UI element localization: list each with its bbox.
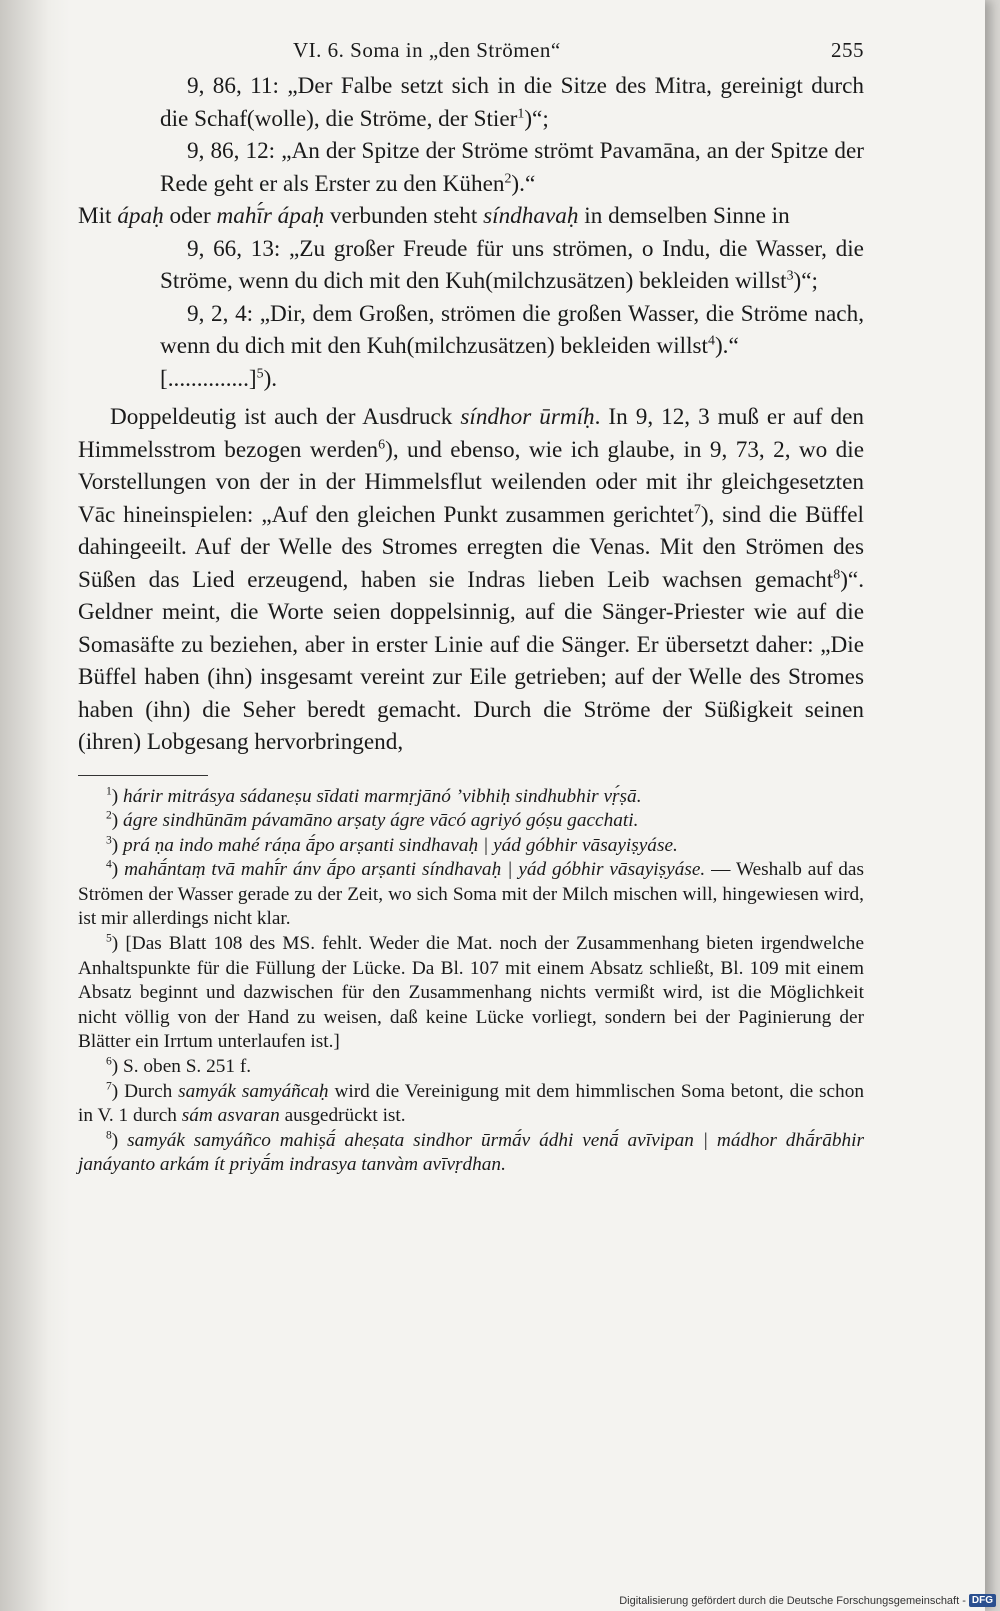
verse-translation: „Zu großer Freude für uns strömen, o Indu, die Wasser, die Ströme, wenn du dich mit den Kuh(milchzusätzen) bekleiden willst bbox=[160, 235, 864, 294]
footnote-text: samyák samyáñco mahiṣā́ aheṣata sindhor ūrmā́v ádhi venā́ avīvipan | mádhor dhā́rābhir janáyanto arkám ít priyā́m indrasya tanvàm avīvṛdhan. bbox=[78, 1129, 864, 1176]
lacuna-dots: [..............] bbox=[160, 365, 257, 392]
sanskrit-term: samyák samyáñcaḥ bbox=[178, 1080, 329, 1102]
text: Doppeldeutig ist auch der Ausdruck bbox=[110, 404, 461, 430]
text: Mit bbox=[78, 203, 118, 229]
text: Durch bbox=[124, 1080, 179, 1102]
page-gutter-shadow bbox=[0, 0, 70, 1611]
footnote-8: $^8$) samyák samyáñco mahiṣā́ aheṣata sindhor ūrmā́v ádhi venā́ avīvipan | mádhor dhā́rābhir janáyanto arkám ít priyā́m indrasya tanvàm avīvṛdhan. bbox=[78, 1128, 864, 1176]
quote-9-86-11 bbox=[78, 70, 864, 135]
footnote-ref[interactable]: 3 bbox=[786, 268, 794, 284]
verse-ref: 9, 2, 4: bbox=[187, 300, 254, 327]
footnote-text: mahā́ntaṃ tvā mahī́r ánv ā́po arṣanti síndhavaḥ | yád góbhir vāsayiṣyáse. bbox=[124, 859, 706, 881]
sanskrit-term: síndhavaḥ bbox=[483, 203, 579, 229]
footnote-mark: 8 bbox=[106, 1128, 112, 1142]
footnotes bbox=[78, 785, 864, 1179]
punct: ).“ bbox=[714, 333, 739, 359]
footnote-rule bbox=[78, 775, 208, 776]
footnote-mark: 4 bbox=[106, 857, 112, 871]
text: verbunden steht bbox=[324, 203, 484, 229]
footnote-2: $^2$) ágre sindhūnām pávamāno arṣaty ágre vācó agriyó góṣu gacchati. bbox=[106, 808, 639, 832]
sanskrit-term: sám asvaran bbox=[181, 1105, 280, 1127]
footnote-text: [Das Blatt 108 des MS. fehlt. Weder die Mat. noch der Zusammenhang bieten irgendwelche Anhaltspunkte für die Füllung der Lücke. Da Bl. 107 mit einem Absatz schließt, Bl. 109 mit einem Absatz beginnt und dazwischen für den Zusammenhang nichts vermißt wird, ist die Möglichkeit nicht völlig von der Hand zu weisen, daß keine Lücke vorliegt, sondern bei der Paginierung der Blätter ein Irrtum unterlaufen ist.] bbox=[78, 933, 864, 1053]
running-header bbox=[293, 30, 864, 70]
footnote-ref[interactable]: 7 bbox=[693, 501, 701, 517]
footnote-mark: 5 bbox=[106, 931, 112, 945]
footnote-text: S. oben S. 251 f. bbox=[123, 1056, 252, 1078]
digitization-credit bbox=[619, 1594, 996, 1607]
main-text bbox=[78, 70, 864, 759]
page-number: 255 bbox=[831, 38, 864, 62]
footnote-ref[interactable]: 4 bbox=[708, 333, 715, 349]
sanskrit-term: ápaḥ bbox=[117, 203, 164, 229]
quote-9-86-12 bbox=[78, 135, 864, 200]
footnote-comment: — Weshalb auf das Strömen der Wasser gerade zu der Zeit, wo sich Soma mit der Milch mischen will, hingewiesen wird, ist mir allerdings nicht klar. bbox=[78, 859, 864, 930]
footnote-7: $^7$) Durch samyák samyáñcaḥ wird die Vereinigung mit dem himmlischen Soma betont, die schon in V. 1 durch sám asvaran ausgedrückt ist. bbox=[78, 1079, 864, 1127]
punct: ). bbox=[263, 365, 278, 392]
footnote-mark: 3 bbox=[106, 833, 112, 847]
footnote-text: hárir mitrásya sádaneṣu sīdati marmṛjānó ’vibhiḥ sindhubhir vṛ́ṣā. bbox=[123, 785, 642, 807]
footnote-3: $^3$) prá ṇa indo mahé ráṇa ā́po arṣanti sindhavaḥ | yád góbhir vāsayiṣyáse. bbox=[106, 833, 678, 856]
credit-text: Digitalisierung gefördert durch die Deutsche Forschungsgemeinschaft - bbox=[619, 1594, 966, 1607]
punct: )“; bbox=[793, 268, 818, 294]
footnote-4: $^4$) mahā́ntaṃ tvā mahī́r ánv ā́po arṣanti síndhavaḥ | yád góbhir vāsayiṣyáse. — Weshalb auf das Strömen der Wasser gerade zu der Zeit, wo sich Soma mit der Milch mischen will, hingewiesen wird, ist mir allerdings nicht klar. bbox=[78, 857, 864, 930]
footnote-text: ágre sindhūnām pávamāno arṣaty ágre vācó agriyó góṣu gacchati. bbox=[123, 810, 639, 832]
running-title: VI. 6. Soma in „den Strömen“ bbox=[293, 38, 561, 62]
footnote-ref[interactable]: 1 bbox=[517, 105, 525, 121]
punct: ).“ bbox=[511, 170, 536, 197]
text: )“. Geldner meint, die Worte seien doppelsinnig, auf die Sänger-Priester wie auf die Somasäfte zu beziehen, aber in erster Linie auf die Sänger. Er übersetzt daher: „Die Büffel haben (ihn) insgesamt vereint zur Eile getrieben; auf der Welle des Stromes haben (ihn) die Seher beredt gemacht. Durch die Ströme der Süßigkeit seinen (ihren) Lobgesang hervorbringend, bbox=[78, 566, 864, 755]
footnote-ref[interactable]: 8 bbox=[833, 566, 841, 582]
footnote-mark: 2 bbox=[106, 808, 112, 822]
footnote-ref[interactable]: 5 bbox=[256, 365, 264, 381]
paragraph-apah bbox=[78, 200, 864, 233]
verse-translation: „Dir, dem Großen, strömen die großen Wasser, die Ströme nach, wenn du dich mit den Kuh(milchzusätzen) bekleiden willst bbox=[160, 300, 864, 359]
verse-ref: 9, 86, 11: bbox=[187, 73, 279, 99]
quote-9-66-13 bbox=[78, 233, 864, 298]
footnote-ref[interactable]: 6 bbox=[378, 436, 386, 452]
footnote-mark: 6 bbox=[106, 1054, 112, 1068]
text: . In 9, 12, 3 muß er auf den Himmelsstrom bezogen werden bbox=[78, 404, 864, 463]
punct: )“; bbox=[524, 105, 549, 132]
sanskrit-term: síndhor ūrmíḥ bbox=[460, 404, 595, 430]
footnote-5: $^5$) [Das Blatt 108 des MS. fehlt. Weder die Mat. noch der Zusammenhang bieten irgendwelche Anhaltspunkte für die Füllung der Lücke. Da Bl. 107 mit einem Absatz schließt, Bl. 109 mit einem Absatz beginnt und dazwischen für den Zusammenhang nichts vermißt wird, ist die Möglichkeit nicht völlig von der Hand zu weisen, daß keine Lücke vorliegt, sondern bei der Paginierung der Blätter ein Irrtum unterlaufen ist.] bbox=[78, 931, 864, 1053]
verse-ref: 9, 66, 13: bbox=[187, 235, 281, 262]
footnote-ref[interactable]: 2 bbox=[504, 170, 512, 186]
dfg-logo-icon[interactable]: DFG bbox=[969, 1594, 996, 1607]
text: wird die Vereinigung mit dem himmlischen Soma betont, die schon in V. 1 durch bbox=[78, 1080, 864, 1127]
footnote-mark: 1 bbox=[106, 784, 112, 798]
footnote-1: $^1$) hárir mitrásya sádaneṣu sīdati marmṛjānó ’vibhiḥ sindhubhir vṛ́ṣā. bbox=[106, 784, 642, 807]
sanskrit-term: mahī́r ápaḥ bbox=[216, 203, 325, 229]
verse-translation: „Der Falbe setzt sich in die Sitze des Mitra, gereinigt durch die Schaf(wolle), die Ströme, der Stier bbox=[160, 73, 864, 132]
footnote-6: $^6$) S. oben S. 251 f. bbox=[106, 1054, 252, 1078]
lacuna-marker bbox=[78, 363, 864, 396]
text: ), und ebenso, wie ich glaube, in 9, 73, 2, wo die Vorstellungen von der in der Himmelsflut weilenden oder mit ihr gleichgesetzten Vāc hineinspielen: „Auf den gleichen Punkt zusammen gerichtet bbox=[78, 436, 864, 528]
quote-9-2-4 bbox=[78, 298, 864, 363]
verse-translation: „An der Spitze der Ströme strömt Pavamāna, an der Spitze der Rede geht er als Erster zu den Kühen bbox=[160, 138, 864, 197]
text: in demselben Sinne in bbox=[578, 203, 790, 229]
page-content bbox=[78, 30, 864, 1178]
text: oder bbox=[163, 203, 217, 229]
text: ausgedrückt ist. bbox=[279, 1105, 406, 1127]
footnote-separator bbox=[78, 767, 864, 785]
footnote-text: prá ṇa indo mahé ráṇa ā́po arṣanti sindhavaḥ | yád góbhir vāsayiṣyáse. bbox=[123, 834, 678, 856]
footnote-mark: 7 bbox=[106, 1079, 112, 1093]
text: ), sind die Büffel dahingeeilt. Auf der Welle des Stromes erregten die Venas. Mit den Strömen des Süßen das Lied erzeugend, haben sie Indras lieben Leib wachsen gemacht bbox=[78, 501, 864, 593]
paragraph-sindhor-urmih bbox=[78, 401, 864, 759]
verse-ref: 9, 86, 12: bbox=[187, 138, 276, 164]
